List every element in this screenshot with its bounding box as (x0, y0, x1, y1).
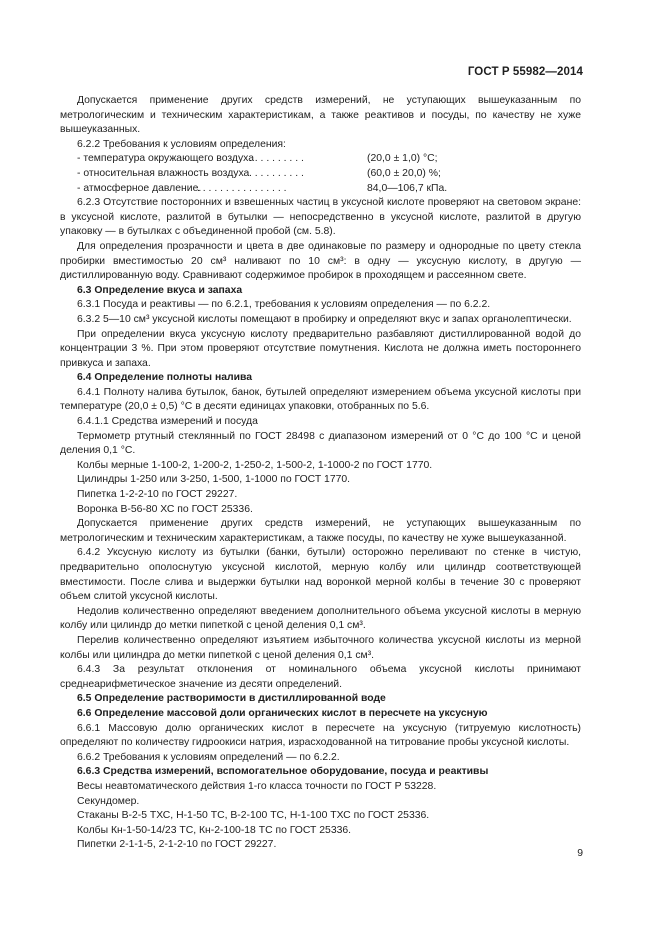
clause-6-4-2: 6.4.2 Уксусную кислоту из бутылки (банки, бутыли) осторожно переливают по стенке в чистую, предварительно ополоснутую уксусной кислотой, мерную колбу или цилиндр соответствующей вместимости. После слива и выдержки бутылки над воронкой мерной колбы в течение 30 с проверяют объем слитой уксусной кислоты. (60, 547, 581, 603)
equipment-item: Воронка В-56-80 ХС по ГОСТ 25336. (77, 503, 253, 515)
condition-value: (20,0 ± 1,0) °С; (367, 153, 438, 165)
page-number: 9 (577, 848, 583, 859)
section-heading-6-5: 6.5 Определение растворимости в дистиллированной воде (77, 693, 386, 705)
equipment-item: Стаканы В-2-5 ТХС, Н-1-50 ТС, В-2-100 ТС, Н-1-100 ТХС по ГОСТ 25336. (77, 810, 430, 822)
paragraph: Допускается применение других средств измерений, не уступающих вышеуказанным по метрологическим и техническим характеристикам, а также посуды, по качеству не хуже вышеуказанной. (60, 518, 581, 544)
condition-dots: . . . . . . . . . . . . . . . . (197, 182, 287, 194)
clause-6-3-1: 6.3.1 Посуда и реактивы — по 6.2.1, требования к условиям определения — по 6.2.2. (77, 299, 491, 311)
section-heading-6-4: 6.4 Определение полноты налива (77, 372, 253, 384)
condition-row (77, 152, 581, 167)
paragraph: Для определения прозрачности и цвета в две одинаковые по размеру и однородные по цвету стекла пробирки вместимостью 20 см³ наливают по 10 см³: в одну — уксусную кислоту, в другую — дистиллированную воду. Сравнивают содержимое пробирок в проходящем и рассеянном свете. (60, 240, 581, 282)
clause-6-6-1: 6.6.1 Массовую долю органических кислот в пересчете на уксусную (титруемую кислотность) определяют по количеству гидроокиси натрия, израсходованной на титрование пробы уксусной кислоты. (60, 722, 581, 749)
condition-row (77, 182, 581, 197)
condition-dots: . . . . . . . . . . (249, 153, 304, 165)
clause-6-2-3: 6.2.3 Отсутствие посторонних и взвешенных частиц в уксусной кислоте проверяют на световом экране: в уксусной кислоте, разлитой в бутылки — непосредственно в уксусной кислоте, разлитой в другую упаковку — в бутылках с объединенной пробой (см. 5.8). (60, 197, 581, 238)
condition-dots: . . . . . . . . . . (249, 167, 304, 179)
equipment-item: Секундомер. (77, 795, 140, 807)
equipment-item: Весы неавтоматического действия 1-го класса точности по ГОСТ Р 53228. (77, 780, 437, 792)
condition-value: 84,0—106,7 кПа. (367, 182, 448, 194)
paragraph: Допускается применение других средств измерений, не уступающих вышеуказанным по метрологическим и техническим характеристикам, а также реактивов и посуды, по качеству не хуже вышеуказанных. (60, 95, 581, 136)
paragraph: Перелив количественно определяют изъятием избыточного количества уксусной кислоты из мерной колбы или цилиндра до метки пипеткой с ценой деления 0,1 см³. (60, 634, 581, 661)
condition-label: - температура окружающего воздуха (77, 153, 255, 165)
paragraph: При определении вкуса уксусную кислоту предварительно разбавляют дистиллированной водой до концентрации 3 %. При этом проверяют отсутствие помутнения. Кислота не должна иметь постороннего привкуса и запаха. (60, 328, 581, 369)
clause-6-6-2: 6.6.2 Требования к условиям определений — по 6.2.2. (77, 751, 340, 763)
clause-6-4-3: 6.4.3 За результат отклонения от номинального объема уксусной кислоты принимают среднеарифметическое значение из десяти определений. (60, 664, 581, 690)
clause-6-2-2: 6.2.2 Требования к условиям определения: (77, 138, 286, 150)
equipment-item: Цилиндры 1-250 или 3-250, 1-500, 1-1000 по ГОСТ 1770. (77, 474, 351, 486)
section-heading-6-3: 6.3 Определение вкуса и запаха (77, 284, 243, 296)
condition-label: - относительная влажность воздуха (77, 167, 250, 179)
document-code-header: ГОСТ Р 55982—2014 (467, 66, 583, 78)
section-heading-6-6-3: 6.6.3 Средства измерений, вспомогательное оборудование, посуда и реактивы (77, 766, 489, 778)
section-heading-6-6: 6.6 Определение массовой доли органических кислот в пересчете на уксусную (77, 707, 488, 719)
clause-6-4-1-1: 6.4.1.1 Средства измерений и посуда (77, 416, 258, 428)
paragraph: Недолив количественно определяют введением дополнительного объема уксусной кислоты в мерную колбу или цилиндр до метки пипеткой с ценой деления 0,1 см³. (60, 605, 581, 632)
conditions-list (60, 152, 581, 196)
equipment-item: Термометр ртутный стеклянный по ГОСТ 28498 с диапазоном измерений от 0 °С до 100 °С и ценой деления 0,1 °С. (60, 430, 581, 457)
clause-6-3-2: 6.3.2 5—10 см³ уксусной кислоты помещают в пробирку и определяют вкус и запах органолептически. (77, 313, 572, 325)
condition-label: - атмосферное давление. (77, 182, 202, 194)
equipment-item: Колбы Кн-1-50-14/23 ТС, Кн-2-100-18 ТС по ГОСТ 25336. (77, 824, 352, 836)
condition-row (77, 167, 581, 182)
condition-value: (60,0 ± 20,0) %; (367, 167, 441, 179)
equipment-item: Пипетки 2-1-1-5, 2-1-2-10 по ГОСТ 29227. (77, 839, 277, 851)
document-body (60, 94, 581, 853)
clause-6-4-1: 6.4.1 Полноту налива бутылок, банок, бутылей определяют измерением объема уксусной кислоты при температуре (20,0 ± 0,5) °С в десяти единицах упаковки, отобранных по 5.6. (60, 386, 581, 413)
equipment-item: Колбы мерные 1-100-2, 1-200-2, 1-250-2, 1-500-2, 1-1000-2 по ГОСТ 1770. (77, 459, 433, 471)
equipment-item: Пипетка 1-2-2-10 по ГОСТ 29227. (77, 489, 238, 501)
